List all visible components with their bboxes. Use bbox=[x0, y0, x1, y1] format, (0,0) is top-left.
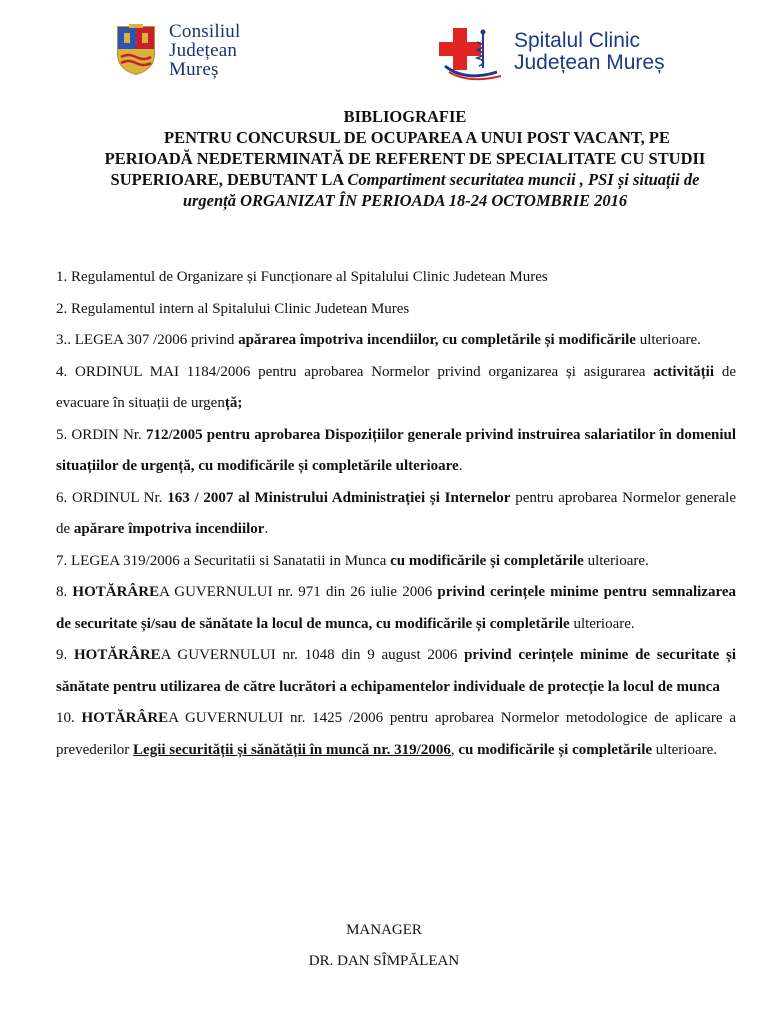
item-text: ulterioare. bbox=[569, 615, 635, 632]
item-bold-text: 163 / 2007 al Ministrului Administrației și Internelor bbox=[167, 489, 511, 506]
item-bold-text: 712/2005 pentru aprobarea Dispozițiilor generale privind instruirea salariatilor în domeniul situațiilor de urgență, cu modificările și completările ulterioare bbox=[56, 426, 737, 474]
county-council-logo-text bbox=[169, 22, 240, 79]
item-text: . bbox=[264, 521, 269, 537]
item-text: pentru aprobarea Normelor generale de bbox=[56, 489, 736, 537]
document-header bbox=[0, 0, 768, 100]
logo-line: Consiliul bbox=[169, 21, 241, 42]
item-text: 10. bbox=[56, 710, 82, 726]
list-item bbox=[56, 577, 736, 640]
department-name-end: urgență bbox=[182, 191, 236, 210]
item-text: , bbox=[450, 741, 459, 758]
item-text: 9. bbox=[56, 647, 74, 663]
mures-county-coat-of-arms-icon bbox=[115, 24, 157, 76]
hospital-logo-text bbox=[514, 30, 665, 74]
item-bold-text: apărarea împotriva incendiilor, cu completările și modificările bbox=[238, 332, 636, 348]
list-item bbox=[56, 262, 736, 294]
item-text: ulterioare. bbox=[583, 552, 649, 569]
item-bold-text: HOTĂRÂRE bbox=[81, 710, 169, 726]
list-item bbox=[56, 640, 736, 703]
item-bold-text: cu modificările și completările bbox=[458, 741, 653, 758]
title-line: PENTRU CONCURSUL DE OCUPAREA A UNUI POST VACANT, PE bbox=[164, 128, 670, 147]
item-text: 5. ORDIN Nr. bbox=[56, 426, 146, 443]
item-text: ulterioare. bbox=[635, 332, 701, 348]
item-bold-text: HOTĂRÂRE bbox=[73, 647, 161, 663]
item-text: 8. bbox=[56, 584, 73, 600]
title-line bbox=[60, 169, 750, 190]
underlined-law-reference: Legii securității și sănătății în muncă nr. 319/2006 bbox=[133, 741, 451, 758]
list-item bbox=[56, 703, 736, 766]
item-bold-text: privind cerințele minime de securitate și sănătate pentru utilizarea de către lucrători a echipamentelor individuale de protecție la locul de munca bbox=[56, 647, 737, 695]
title-line: BIBLIOGRAFIE bbox=[343, 107, 467, 126]
item-text: de evacuare în situații de urgen bbox=[56, 363, 736, 411]
item-text: 4. ORDINUL MAI 1184/2006 pentru aprobarea Normelor privind organizarea și asigurarea bbox=[56, 363, 654, 380]
department-name: Compartiment securitatea muncii , PSI și situații de bbox=[347, 170, 700, 189]
list-item bbox=[56, 294, 736, 326]
logo-line: Județean bbox=[169, 40, 238, 61]
item-bold-text: cu modificările și completările bbox=[390, 552, 584, 569]
item-text: 3.. LEGEA 307 /2006 privind bbox=[56, 332, 239, 348]
hospital-cross-caduceus-icon bbox=[435, 22, 513, 84]
item-bold-text: apărare împotriva incendiilor bbox=[73, 521, 265, 537]
item-text: 7. LEGEA 319/2006 a Securitatii si Sanatatii in Munca bbox=[56, 552, 391, 569]
logo-line: Mureș bbox=[169, 59, 219, 80]
item-text: A GUVERNULUI nr. 1048 din 9 august 2006 bbox=[160, 647, 465, 663]
list-item bbox=[56, 420, 736, 483]
title-line bbox=[60, 190, 750, 211]
logo-line: Județean Mureș bbox=[514, 51, 665, 74]
list-item bbox=[56, 546, 736, 578]
list-item bbox=[56, 325, 736, 357]
item-text: A GUVERNULUI nr. 1425 /2006 pentru aprobarea Normelor metodologice de aplicare a prevederilor bbox=[56, 710, 736, 758]
item-text: 2. Regulamentul intern al Spitalului Clinic Judetean Mures bbox=[56, 300, 410, 317]
signature-role: MANAGER bbox=[346, 922, 422, 938]
document-title bbox=[60, 106, 750, 211]
list-item bbox=[56, 483, 736, 546]
signature-name: DR. DAN SÎMPĂLEAN bbox=[308, 953, 460, 969]
logo-line: Spitalul Clinic bbox=[514, 29, 641, 52]
item-text: 6. ORDINUL Nr. bbox=[56, 489, 168, 506]
item-text: ulterioare. bbox=[652, 741, 718, 758]
organized-period: ORGANIZAT ÎN PERIOADA 18-24 OCTOMBRIE 2016 bbox=[236, 191, 628, 210]
item-text: . bbox=[458, 458, 463, 474]
item-text: A GUVERNULUI nr. 971 din 26 iulie 2006 bbox=[159, 584, 438, 600]
title-text: SUPERIOARE, DEBUTANT LA bbox=[110, 170, 348, 189]
item-bold-text: privind cerințele minime pentru semnalizarea de securitate și/sau de sănătate la locul de munca, cu modificările și completările bbox=[56, 584, 737, 632]
item-bold-text: HOTĂRÂRE bbox=[72, 584, 160, 600]
bibliography-list bbox=[56, 262, 736, 766]
title-line: PERIOADĂ NEDETERMINATĂ DE REFERENT DE SPECIALITATE CU STUDII bbox=[104, 149, 706, 168]
list-item bbox=[56, 357, 736, 420]
item-bold-text: ță; bbox=[224, 395, 243, 411]
item-text: 1. Regulamentul de Organizare și Funcționare al Spitalului Clinic Judetean Mures bbox=[56, 269, 548, 285]
item-bold-text: activității bbox=[653, 363, 715, 380]
